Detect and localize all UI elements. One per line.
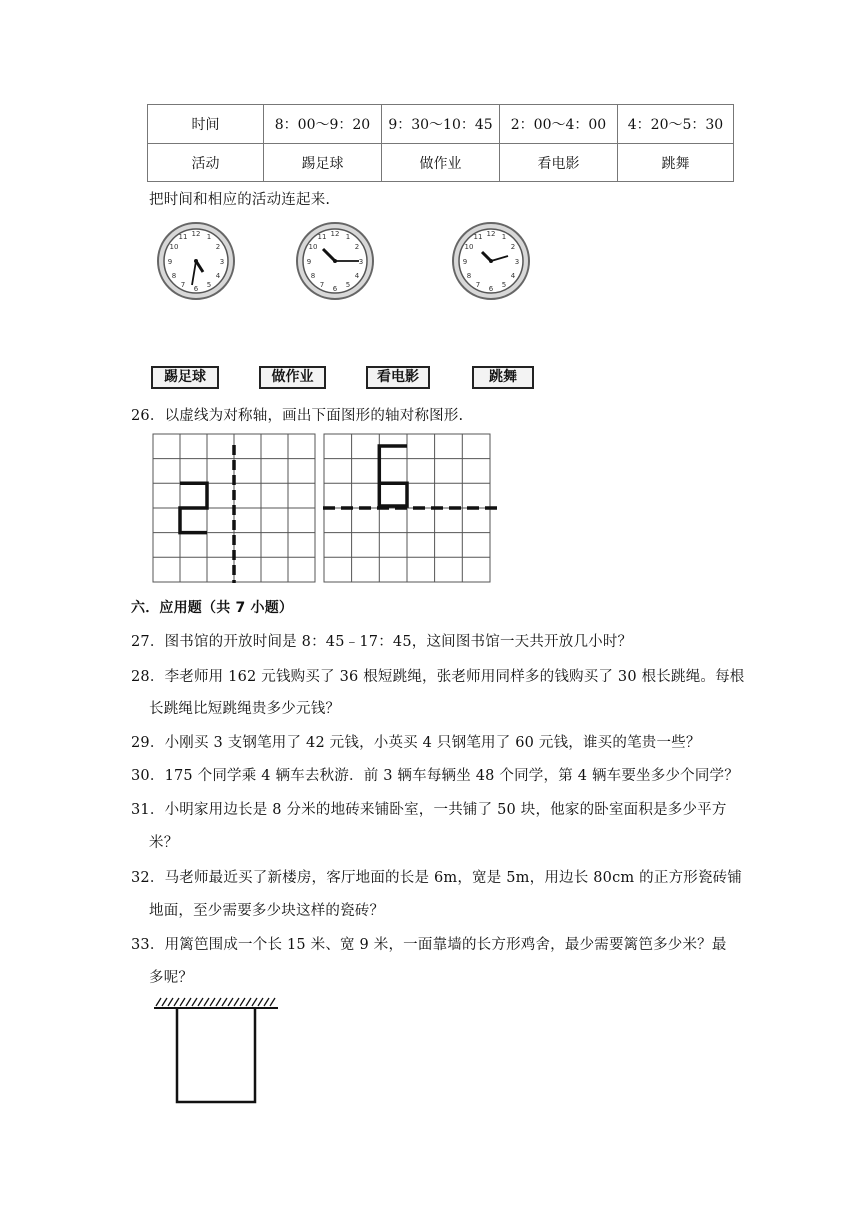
table-cell: 2：00～4：00 — [500, 105, 618, 144]
question-31 — [131, 798, 727, 819]
svg-text:9: 9 — [306, 258, 312, 266]
svg-text:2: 2 — [354, 243, 360, 251]
svg-text:12: 12 — [191, 230, 201, 238]
question-32 — [131, 866, 742, 887]
question-number: 33． — [131, 937, 165, 953]
svg-text:3: 3 — [219, 258, 225, 266]
question-text: 小刚买 3 支钢笔用了 42 元钱，小英买 4 只钢笔用了 60 元钱，谁买的笔贵一些？ — [164, 735, 701, 751]
question-text: 李老师用 162 元钱购买了 36 根短跳绳，张老师用同样多的钱购买了 30 根长跳绳。每根 — [164, 669, 745, 685]
table-cell: 时间 — [148, 105, 264, 144]
activity-label: 踢足球 — [151, 366, 219, 389]
svg-text:1: 1 — [501, 233, 507, 241]
svg-text:9: 9 — [462, 258, 468, 266]
question-33 — [131, 933, 727, 954]
activity-label: 看电影 — [366, 366, 430, 389]
question-number: 29． — [131, 735, 165, 751]
question-text: 以虚线为对称轴，画出下面图形的轴对称图形. — [164, 408, 464, 424]
table-row — [148, 105, 734, 144]
question-text: 图书馆的开放时间是 8：45﹣17：45，这间图书馆一天共开放几小时？ — [164, 634, 633, 650]
question-number: 31． — [131, 802, 165, 818]
svg-text:5: 5 — [501, 281, 507, 289]
svg-text:9: 9 — [167, 258, 173, 266]
table-cell: 活动 — [148, 144, 264, 182]
symmetry-grid-2 — [323, 433, 499, 583]
clock-icon — [295, 221, 375, 301]
schedule-table — [147, 104, 734, 182]
question-text-continued: 多呢？ — [149, 970, 194, 986]
svg-text:7: 7 — [475, 281, 481, 289]
instruction-text: 把时间和相应的活动连起来. — [149, 192, 331, 208]
svg-text:6: 6 — [193, 285, 199, 293]
question-26 — [131, 404, 463, 425]
svg-text:6: 6 — [488, 285, 494, 293]
question-text-continued: 米？ — [149, 835, 179, 851]
svg-text:2: 2 — [215, 243, 221, 251]
question-30 — [131, 764, 739, 785]
question-text: 小明家用边长是 8 分米的地砖来铺卧室，一共铺了 50 块，他家的卧室面积是多少平方 — [164, 802, 727, 818]
svg-text:8: 8 — [171, 272, 177, 280]
svg-text:1: 1 — [206, 233, 212, 241]
table-cell: 9：30～10：45 — [382, 105, 500, 144]
svg-text:11: 11 — [473, 233, 483, 241]
svg-text:1: 1 — [345, 233, 351, 241]
table-cell: 看电影 — [500, 144, 618, 182]
question-number: 27． — [131, 634, 165, 650]
table-cell: 踢足球 — [264, 144, 382, 182]
table-cell: 8：00～9：20 — [264, 105, 382, 144]
svg-text:8: 8 — [466, 272, 472, 280]
svg-text:4: 4 — [215, 272, 221, 280]
wall-pen-diagram — [152, 996, 280, 1106]
svg-text:5: 5 — [345, 281, 351, 289]
svg-text:7: 7 — [319, 281, 325, 289]
question-number: 30． — [131, 768, 165, 784]
svg-text:10: 10 — [169, 243, 179, 251]
section-heading: 六．应用题（共 7 小题） — [131, 600, 294, 616]
svg-text:3: 3 — [514, 258, 520, 266]
svg-text:11: 11 — [178, 233, 188, 241]
question-number: 26． — [131, 408, 165, 424]
table-cell: 跳舞 — [618, 144, 734, 182]
activity-label: 跳舞 — [472, 366, 534, 389]
question-29 — [131, 731, 701, 752]
svg-text:10: 10 — [464, 243, 474, 251]
symmetry-grid-1 — [152, 433, 316, 583]
question-text: 175 个同学乘 4 辆车去秋游．前 3 辆车每辆坐 48 个同学，第 4 辆车要坐多少个同学？ — [164, 768, 739, 784]
question-number: 32． — [131, 870, 165, 886]
question-text-continued: 长跳绳比短跳绳贵多少元钱？ — [149, 701, 341, 717]
table-row — [148, 144, 734, 182]
svg-text:5: 5 — [206, 281, 212, 289]
question-text-continued: 地面，至少需要多少块这样的瓷砖？ — [149, 903, 385, 919]
svg-text:7: 7 — [180, 281, 186, 289]
clock-icon — [451, 221, 531, 301]
table-cell: 做作业 — [382, 144, 500, 182]
activity-label: 做作业 — [259, 366, 326, 389]
question-text: 马老师最近买了新楼房，客厅地面的长是 6m，宽是 5m，用边长 80cm 的正方形瓷砖铺 — [164, 870, 743, 886]
svg-text:8: 8 — [310, 272, 316, 280]
svg-text:3: 3 — [358, 258, 364, 266]
svg-text:4: 4 — [354, 272, 360, 280]
question-28 — [131, 665, 745, 686]
svg-text:12: 12 — [486, 230, 496, 238]
table-cell: 4：20～5：30 — [618, 105, 734, 144]
svg-text:10: 10 — [308, 243, 318, 251]
svg-text:4: 4 — [510, 272, 516, 280]
question-27 — [131, 630, 632, 651]
question-number: 28． — [131, 669, 165, 685]
svg-text:6: 6 — [332, 285, 338, 293]
svg-text:2: 2 — [510, 243, 516, 251]
clock-icon — [156, 221, 236, 301]
svg-text:12: 12 — [330, 230, 340, 238]
svg-text:11: 11 — [317, 233, 327, 241]
question-text: 用篱笆围成一个长 15 米、宽 9 米，一面靠墙的长方形鸡舍，最少需要篱笆多少米？最 — [164, 937, 727, 953]
